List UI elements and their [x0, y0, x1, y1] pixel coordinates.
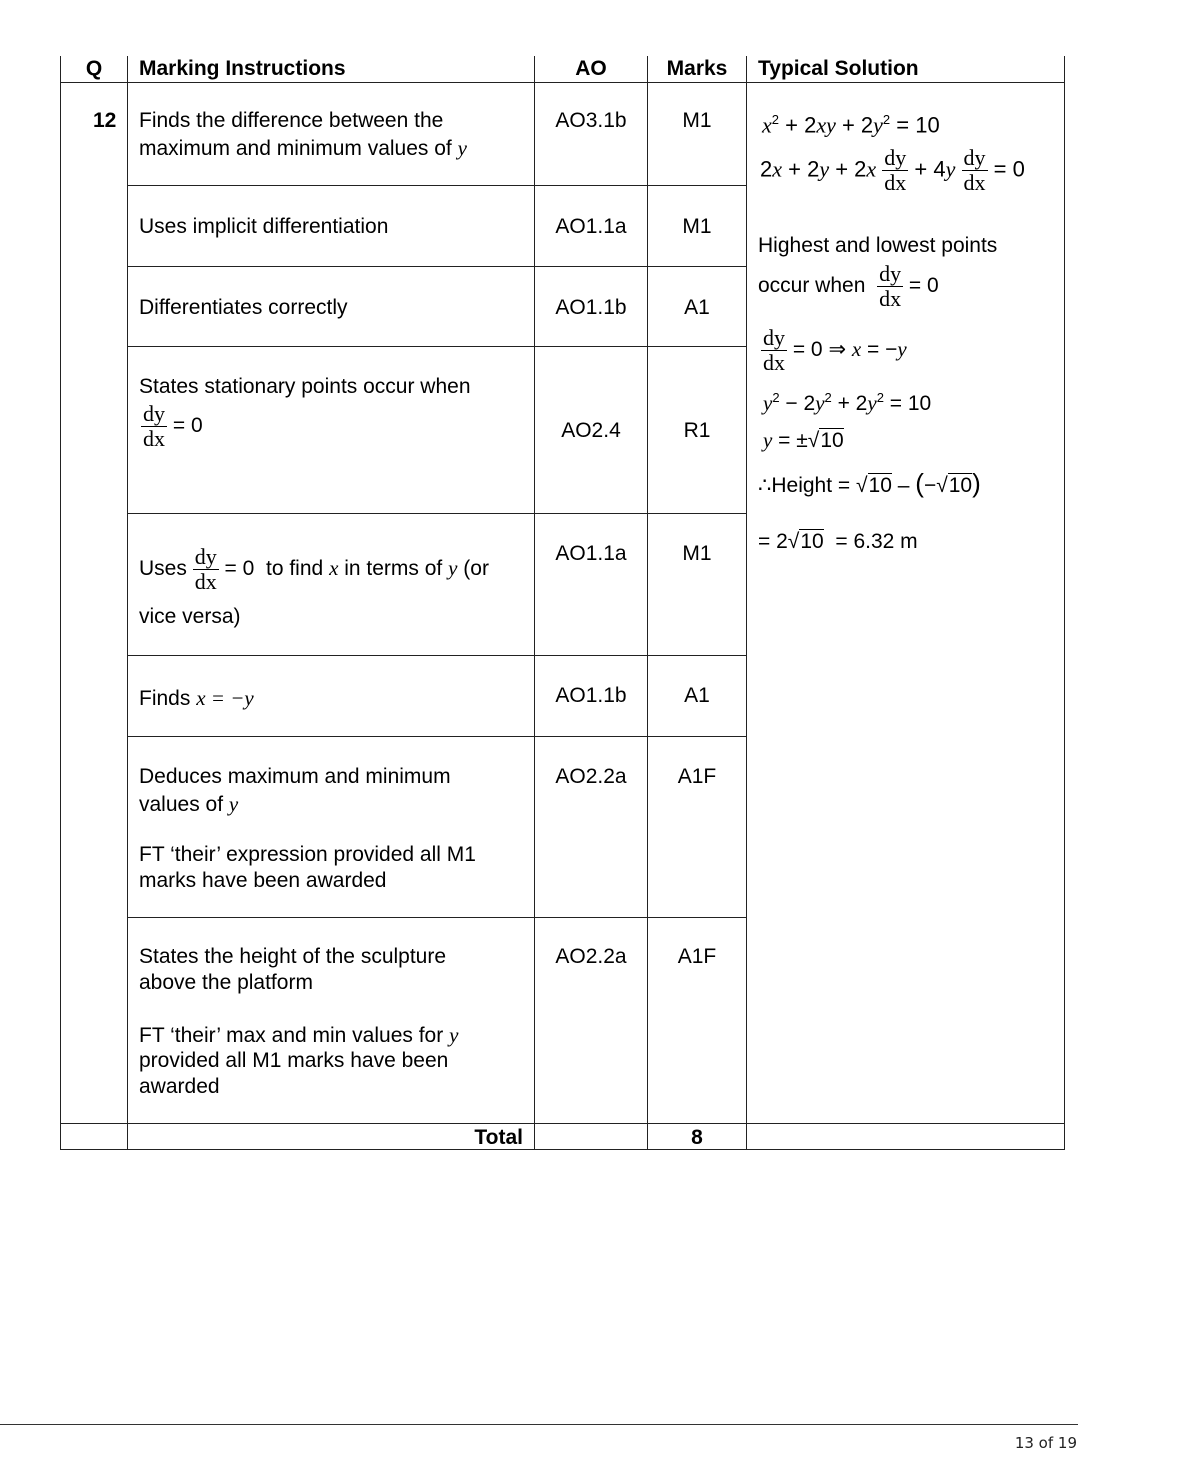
- instruction-7-line1: Deduces maximum and minimum: [139, 765, 451, 788]
- mark-3: A1: [684, 296, 710, 319]
- ao-5: AO1.1a: [555, 542, 627, 565]
- page-number: 13 of 19: [1014, 1434, 1077, 1452]
- instruction-8-line1: States the height of the sculpture: [139, 945, 447, 968]
- header-q: Q: [85, 57, 103, 80]
- header-marks: Marks: [666, 57, 728, 80]
- solution-eq1: $x^2 + 2xy + 2y^2 = 10$: [762, 112, 940, 138]
- instruction-1-line1: Finds the difference between the: [139, 109, 444, 132]
- mark-8: A1F: [677, 945, 717, 968]
- mark-5: M1: [682, 542, 712, 565]
- ao-1: AO3.1b: [555, 109, 627, 132]
- header-ao: AO: [575, 57, 607, 80]
- question-number: 12: [93, 109, 117, 132]
- solution-final: = 2√10 = 6.32 m: [758, 530, 918, 553]
- solution-eq2: 2x + 2y + 2x $\frac{dy}{dx}$ + 4y $\frac{dy}{dx}$ = 0: [760, 145, 1025, 195]
- instruction-4-equation: $\frac{dy}{dx}$ = 0: [143, 401, 203, 451]
- table-divider: [127, 56, 128, 1150]
- ao-8: AO2.2a: [555, 945, 627, 968]
- header-solution: Typical Solution: [758, 57, 919, 80]
- mark-2: M1: [682, 215, 712, 238]
- dy-dx-fraction: $\frac{dy}{dx}$: [194, 544, 217, 594]
- instruction-6: Finds x = −y: [139, 686, 254, 710]
- instruction-8-line2: above the platform: [139, 971, 313, 994]
- instruction-8-ft2: provided all M1 marks have been: [139, 1049, 449, 1072]
- table-border-left: [60, 56, 61, 1150]
- table-border-right: [1064, 56, 1065, 1150]
- row-rule: [127, 917, 747, 918]
- solution-eq5: y = ±√10: [763, 428, 844, 452]
- instruction-2: Uses implicit differentiation: [139, 215, 389, 238]
- ao-2: AO1.1a: [555, 215, 627, 238]
- row-rule: [127, 655, 747, 656]
- total-rule: [60, 1123, 1065, 1124]
- dy-dx-fraction: $\frac{dy}{dx}$: [143, 401, 165, 451]
- solution-eq3: $\frac{dy}{dx}$ = 0 ⇒ x = −y: [763, 325, 907, 375]
- row-rule: [127, 266, 747, 267]
- instruction-1-line2: maximum and minimum values of y: [139, 136, 467, 160]
- mark-6: A1: [684, 684, 710, 707]
- instruction-5-line1: Uses $\frac{dy}{dx}$ = 0 to find x in terms of y (or: [139, 544, 489, 594]
- solution-text2: occur when $\frac{dy}{dx}$ = 0: [758, 261, 939, 311]
- ao-3: AO1.1b: [555, 296, 627, 319]
- ao-6: AO1.1b: [555, 684, 627, 707]
- total-label: Total: [474, 1126, 523, 1149]
- instruction-5-line2: vice versa): [139, 605, 241, 628]
- row-rule: [127, 736, 747, 737]
- mark-7: A1F: [677, 765, 717, 788]
- solution-height: ∴Height = √10 – (−√10): [758, 468, 981, 498]
- row-rule: [127, 513, 747, 514]
- solution-eq4: $y^2 - 2y^2 + 2y^2 = 10$: [763, 390, 932, 415]
- header-rule: [60, 82, 1065, 83]
- ao-4: AO2.4: [561, 419, 621, 442]
- instruction-4: States stationary points occur when: [139, 375, 471, 398]
- instruction-7-ft2: marks have been awarded: [139, 869, 387, 892]
- total-marks: 8: [691, 1126, 703, 1149]
- instruction-8-ft1: FT ‘their’ max and min values for y: [139, 1023, 459, 1047]
- ao-7: AO2.2a: [555, 765, 627, 788]
- solution-text1: Highest and lowest points: [758, 234, 998, 257]
- instruction-7-ft1: FT ‘their’ expression provided all M1: [139, 843, 476, 866]
- footer-rule: [0, 1424, 1078, 1425]
- row-rule: [127, 346, 747, 347]
- header-instructions: Marking Instructions: [139, 57, 346, 80]
- row-rule: [127, 185, 747, 186]
- instruction-7-line2: values of y: [139, 792, 239, 816]
- mark-4: R1: [683, 419, 711, 442]
- mark-1: M1: [682, 109, 712, 132]
- instruction-3: Differentiates correctly: [139, 296, 348, 319]
- instruction-8-ft3: awarded: [139, 1075, 220, 1098]
